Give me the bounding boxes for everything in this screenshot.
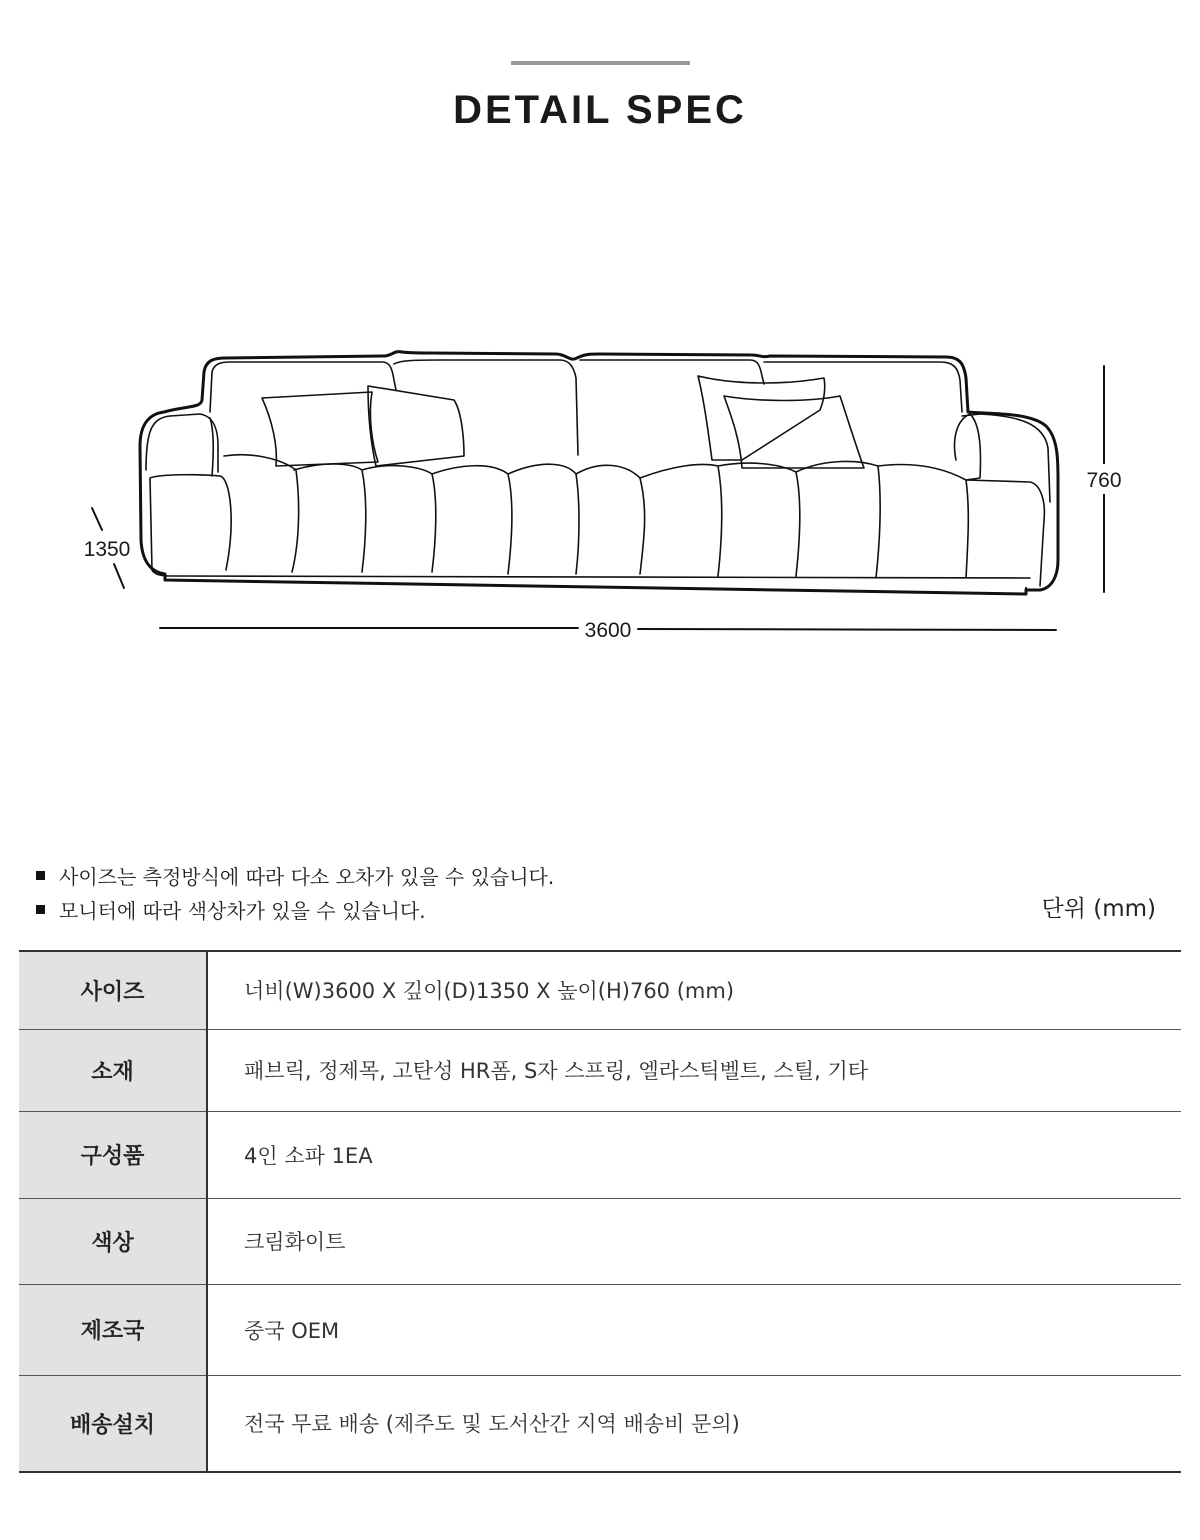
pillow-left-2 — [368, 386, 464, 466]
pillow-left-1 — [262, 392, 378, 466]
spec-value: 전국 무료 배송 (제주도 및 도서산간 지역 배송비 문의) — [244, 1412, 740, 1437]
table-row — [19, 951, 1181, 1029]
table-row — [19, 1111, 1181, 1198]
table-row — [19, 1375, 1181, 1472]
spec-value: 4인 소파 1EA — [207, 1111, 1181, 1198]
spec-table — [19, 950, 1181, 1473]
sofa-outline — [140, 352, 1058, 594]
spec-label: 소재 — [19, 1029, 207, 1111]
pillow-right-1 — [698, 376, 825, 460]
notice-text: 모니터에 따라 색상차가 있을 수 있습니다. — [59, 898, 426, 923]
notice-list — [36, 858, 554, 926]
depth-dimension-line-bottom — [114, 564, 124, 588]
spec-value: 너비(W)3600 X 깊이(D)1350 X 높이(H)760 (mm) — [207, 951, 1181, 1029]
square-bullet-icon — [36, 871, 45, 880]
table-row — [19, 1198, 1181, 1284]
spec-value: 패브릭, 정제목, 고탄성 HR폼, S자 스프링, 엘라스틱벨트, 스틸, 기타 — [207, 1029, 1181, 1111]
spec-label: 구성품 — [19, 1111, 207, 1198]
notice-item — [36, 858, 554, 892]
title-divider — [511, 61, 690, 65]
depth-label: 1350 — [83, 538, 131, 561]
spec-value: 크림화이트 — [207, 1198, 1181, 1284]
spec-label: 배송설치 — [19, 1375, 207, 1472]
spec-label: 색상 — [19, 1198, 207, 1284]
notice-text: 사이즈는 측정방식에 따라 다소 오차가 있을 수 있습니다. — [59, 864, 555, 889]
width-dimension-line-right — [638, 629, 1056, 630]
width-label: 3600 — [584, 619, 632, 640]
table-row — [19, 1029, 1181, 1111]
depth-dimension-line-top — [92, 508, 102, 530]
sofa-dimension-diagram — [0, 340, 1200, 640]
page-title: DETAIL SPEC — [453, 88, 747, 132]
table-row — [19, 1284, 1181, 1375]
notice-item — [36, 892, 554, 926]
unit-label: 단위 (mm) — [1041, 896, 1156, 922]
spec-label: 제조국 — [19, 1284, 207, 1375]
height-label: 760 — [1086, 469, 1122, 492]
spec-value: 중국 OEM — [207, 1284, 1181, 1375]
square-bullet-icon — [36, 905, 45, 914]
spec-label: 사이즈 — [19, 951, 207, 1029]
